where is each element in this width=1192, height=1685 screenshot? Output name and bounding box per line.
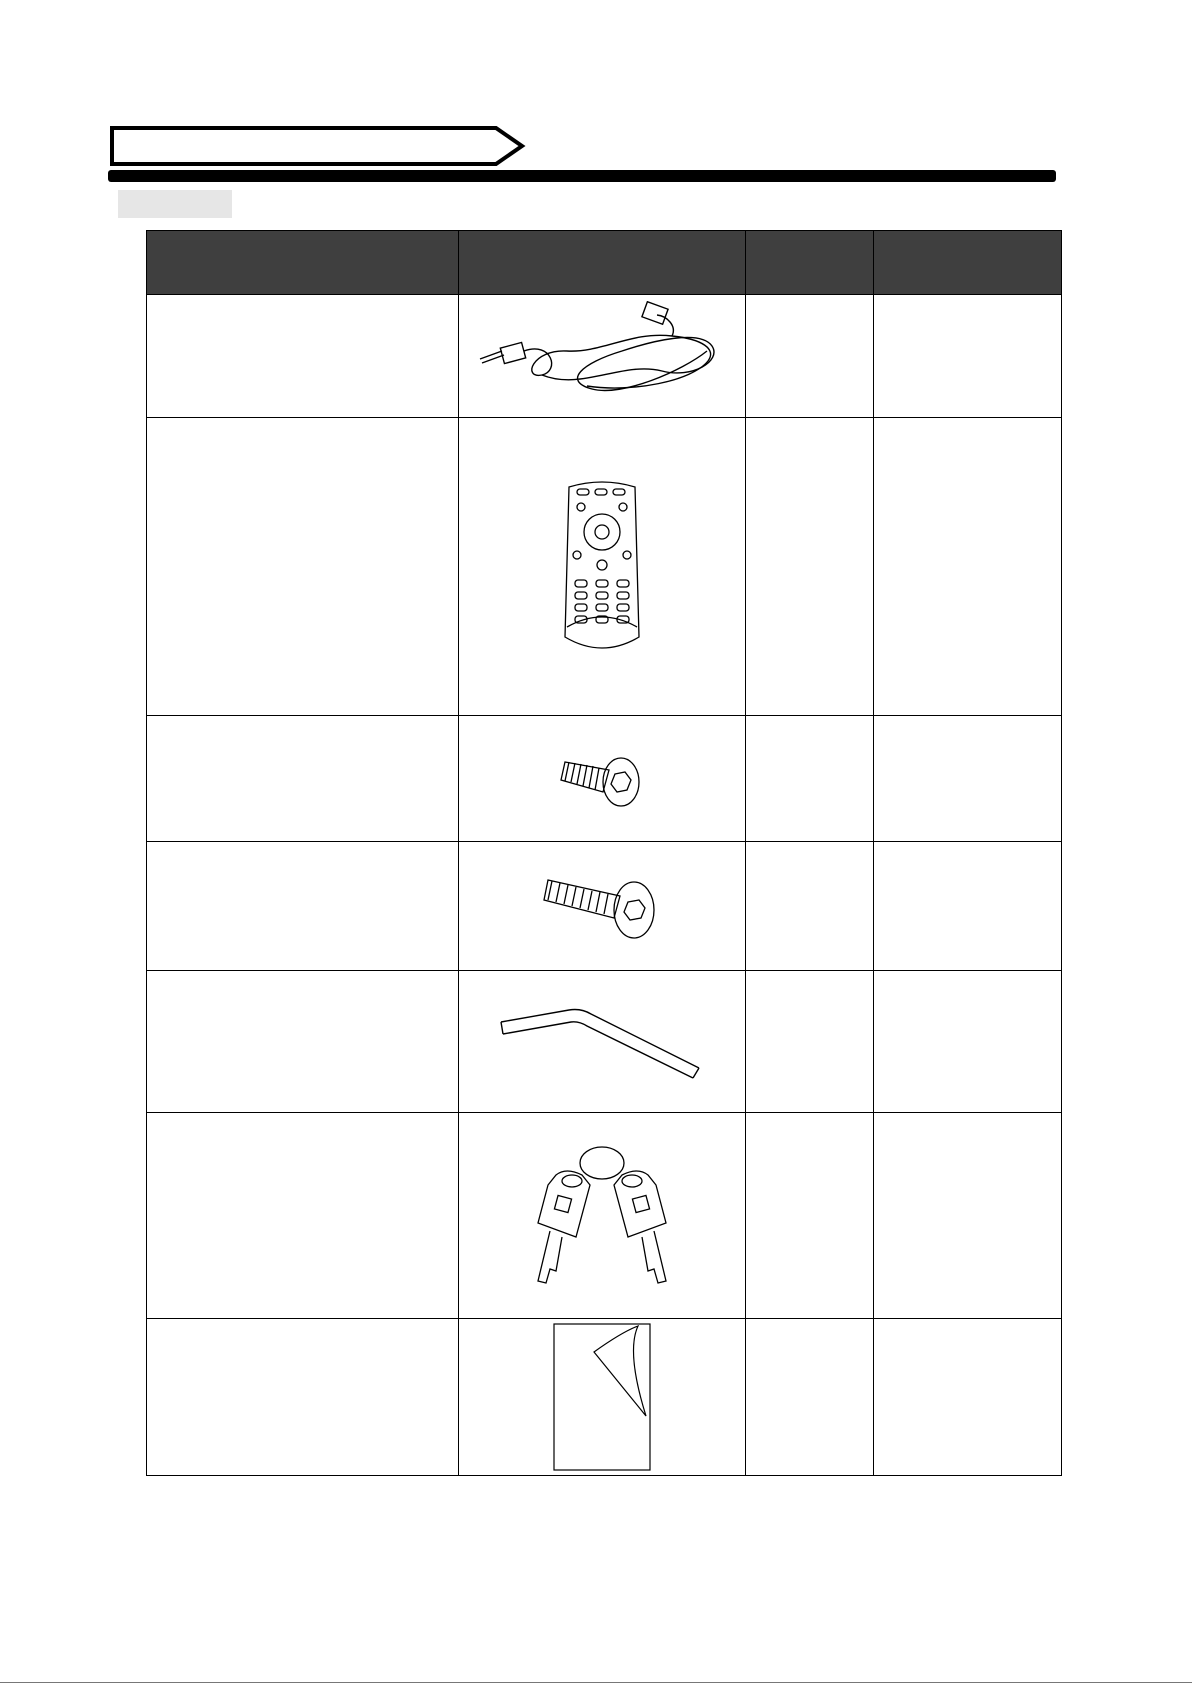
table-row xyxy=(147,1319,1062,1476)
item-quantity-cell xyxy=(746,716,874,842)
column-header xyxy=(874,231,1062,295)
item-note-cell xyxy=(874,1113,1062,1319)
item-name-cell xyxy=(147,716,459,842)
item-note-cell xyxy=(874,716,1062,842)
table-row xyxy=(147,418,1062,716)
item-note-cell xyxy=(874,1319,1062,1476)
remote-control-icon xyxy=(557,477,647,657)
item-name-cell xyxy=(147,1319,459,1476)
item-quantity-cell xyxy=(746,1319,874,1476)
table-row xyxy=(147,295,1062,418)
accessories-table xyxy=(146,230,1062,1476)
short-screw-icon xyxy=(557,744,647,814)
section-title-tab xyxy=(108,124,528,168)
item-image-cell xyxy=(459,295,746,418)
item-image-cell xyxy=(459,418,746,716)
item-note-cell xyxy=(874,842,1062,971)
protective-film-icon xyxy=(552,1322,652,1472)
item-quantity-cell xyxy=(746,971,874,1113)
item-note-cell xyxy=(874,971,1062,1113)
item-name-cell xyxy=(147,418,459,716)
item-name-cell xyxy=(147,971,459,1113)
table-row xyxy=(147,716,1062,842)
subheading xyxy=(118,190,232,218)
table-row xyxy=(147,1113,1062,1319)
item-image-cell xyxy=(459,716,746,842)
item-name-cell xyxy=(147,842,459,971)
item-note-cell xyxy=(874,418,1062,716)
power-cord-icon xyxy=(472,301,732,411)
item-image-cell xyxy=(459,971,746,1113)
column-header xyxy=(746,231,874,295)
item-image-cell xyxy=(459,1113,746,1319)
allen-key-icon xyxy=(497,1002,707,1082)
table-row xyxy=(147,971,1062,1113)
item-quantity-cell xyxy=(746,1113,874,1319)
long-screw-icon xyxy=(542,866,662,946)
item-note-cell xyxy=(874,295,1062,418)
item-quantity-cell xyxy=(746,842,874,971)
item-image-cell xyxy=(459,1319,746,1476)
item-name-cell xyxy=(147,1113,459,1319)
table-row xyxy=(147,842,1062,971)
item-name-cell xyxy=(147,295,459,418)
page-edge-line xyxy=(0,1682,1192,1683)
item-image-cell xyxy=(459,842,746,971)
column-header xyxy=(459,231,746,295)
column-header xyxy=(147,231,459,295)
section-divider xyxy=(108,170,1056,182)
item-quantity-cell xyxy=(746,295,874,418)
item-quantity-cell xyxy=(746,418,874,716)
keys-icon xyxy=(532,1141,672,1291)
table-header-row xyxy=(147,231,1062,295)
